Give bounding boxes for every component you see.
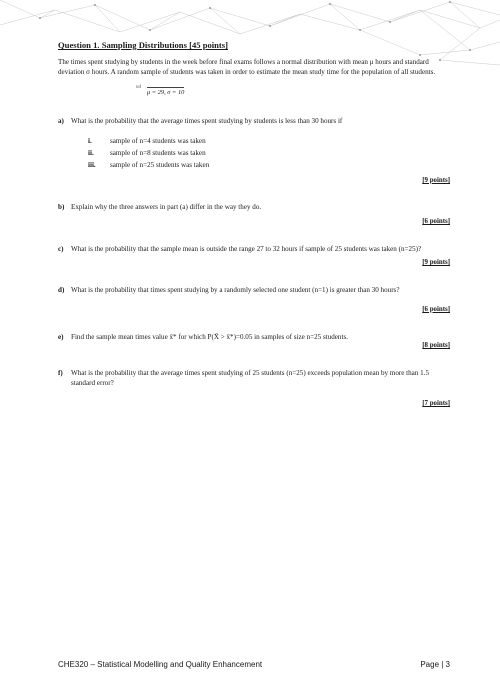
part-label: e)	[58, 332, 64, 341]
subitem	[88, 147, 450, 159]
part-f	[58, 369, 450, 388]
part-text: Find the sample mean times value x̄* for which P(X̄ > x̄*)=0.05 in samples of size n=25 students.	[71, 332, 348, 341]
part-text: What is the probability that the average times spent studying by students is less than 30 hours if	[71, 117, 343, 126]
page-number: Page | 3	[420, 660, 450, 669]
course-name: CHE320 – Statistical Modelling and Quality Enhancement	[58, 660, 263, 669]
part-b-points: [6 points]	[422, 218, 450, 225]
part-text: What is the probability that times spent studying by a randomly selected one student (n=1) is greater than 30 hours?	[71, 286, 400, 295]
part-label: f)	[58, 369, 63, 378]
subitem	[88, 159, 450, 171]
part-f-points: [7 points]	[422, 400, 450, 408]
part-label: d)	[58, 286, 65, 295]
subitem-text: sample of n=4 students was taken	[110, 136, 206, 145]
subitem-numeral: ii.	[88, 148, 94, 157]
question-intro: The times spent studying by students in the week before final exams follows a normal distribution with mean μ hours and standard deviation σ hours. A random sample of students was taken in order to estimate the mean study time for the population of all students.	[58, 58, 436, 76]
subitem-numeral: i.	[88, 136, 92, 145]
part-label: c)	[58, 245, 64, 253]
part-c	[58, 245, 450, 254]
subitem-text: sample of n=25 students was taken	[110, 160, 210, 169]
formula-prefix: nd	[136, 85, 141, 91]
part-c-points: [9 points]	[422, 259, 450, 267]
part-a	[58, 117, 450, 126]
page-footer	[58, 660, 450, 669]
exam-page	[58, 40, 450, 407]
part-b	[58, 203, 450, 212]
part-e-points: [8 points]	[422, 342, 450, 350]
subitem-text: sample of n=8 students was taken	[110, 148, 206, 157]
part-a-subitems	[58, 135, 450, 171]
subitem-numeral: iii.	[88, 160, 96, 169]
part-a-points: [9 points]	[422, 176, 450, 184]
part-d	[58, 286, 450, 295]
subitem	[88, 135, 450, 147]
question-title: Question 1. Sampling Distributions [45 points]	[58, 40, 228, 50]
part-text: What is the probability that the sample mean is outside the range 27 to 32 hours if sample of 25 students was taken (n=25)?	[71, 245, 422, 253]
part-text: What is the probability that the average times spent studying of 25 students (n=25) exceeds population mean by more than 1.5 standard error?	[71, 369, 430, 387]
part-text: Explain why the three answers in part (a) differ in the way they do.	[71, 202, 262, 211]
part-e	[58, 333, 450, 342]
part-label: a)	[58, 117, 64, 126]
given-parameters	[136, 87, 450, 99]
part-label: b)	[58, 202, 65, 211]
part-d-points: [6 points]	[422, 305, 450, 313]
formula-values: μ = 29, σ = 10	[147, 89, 185, 97]
